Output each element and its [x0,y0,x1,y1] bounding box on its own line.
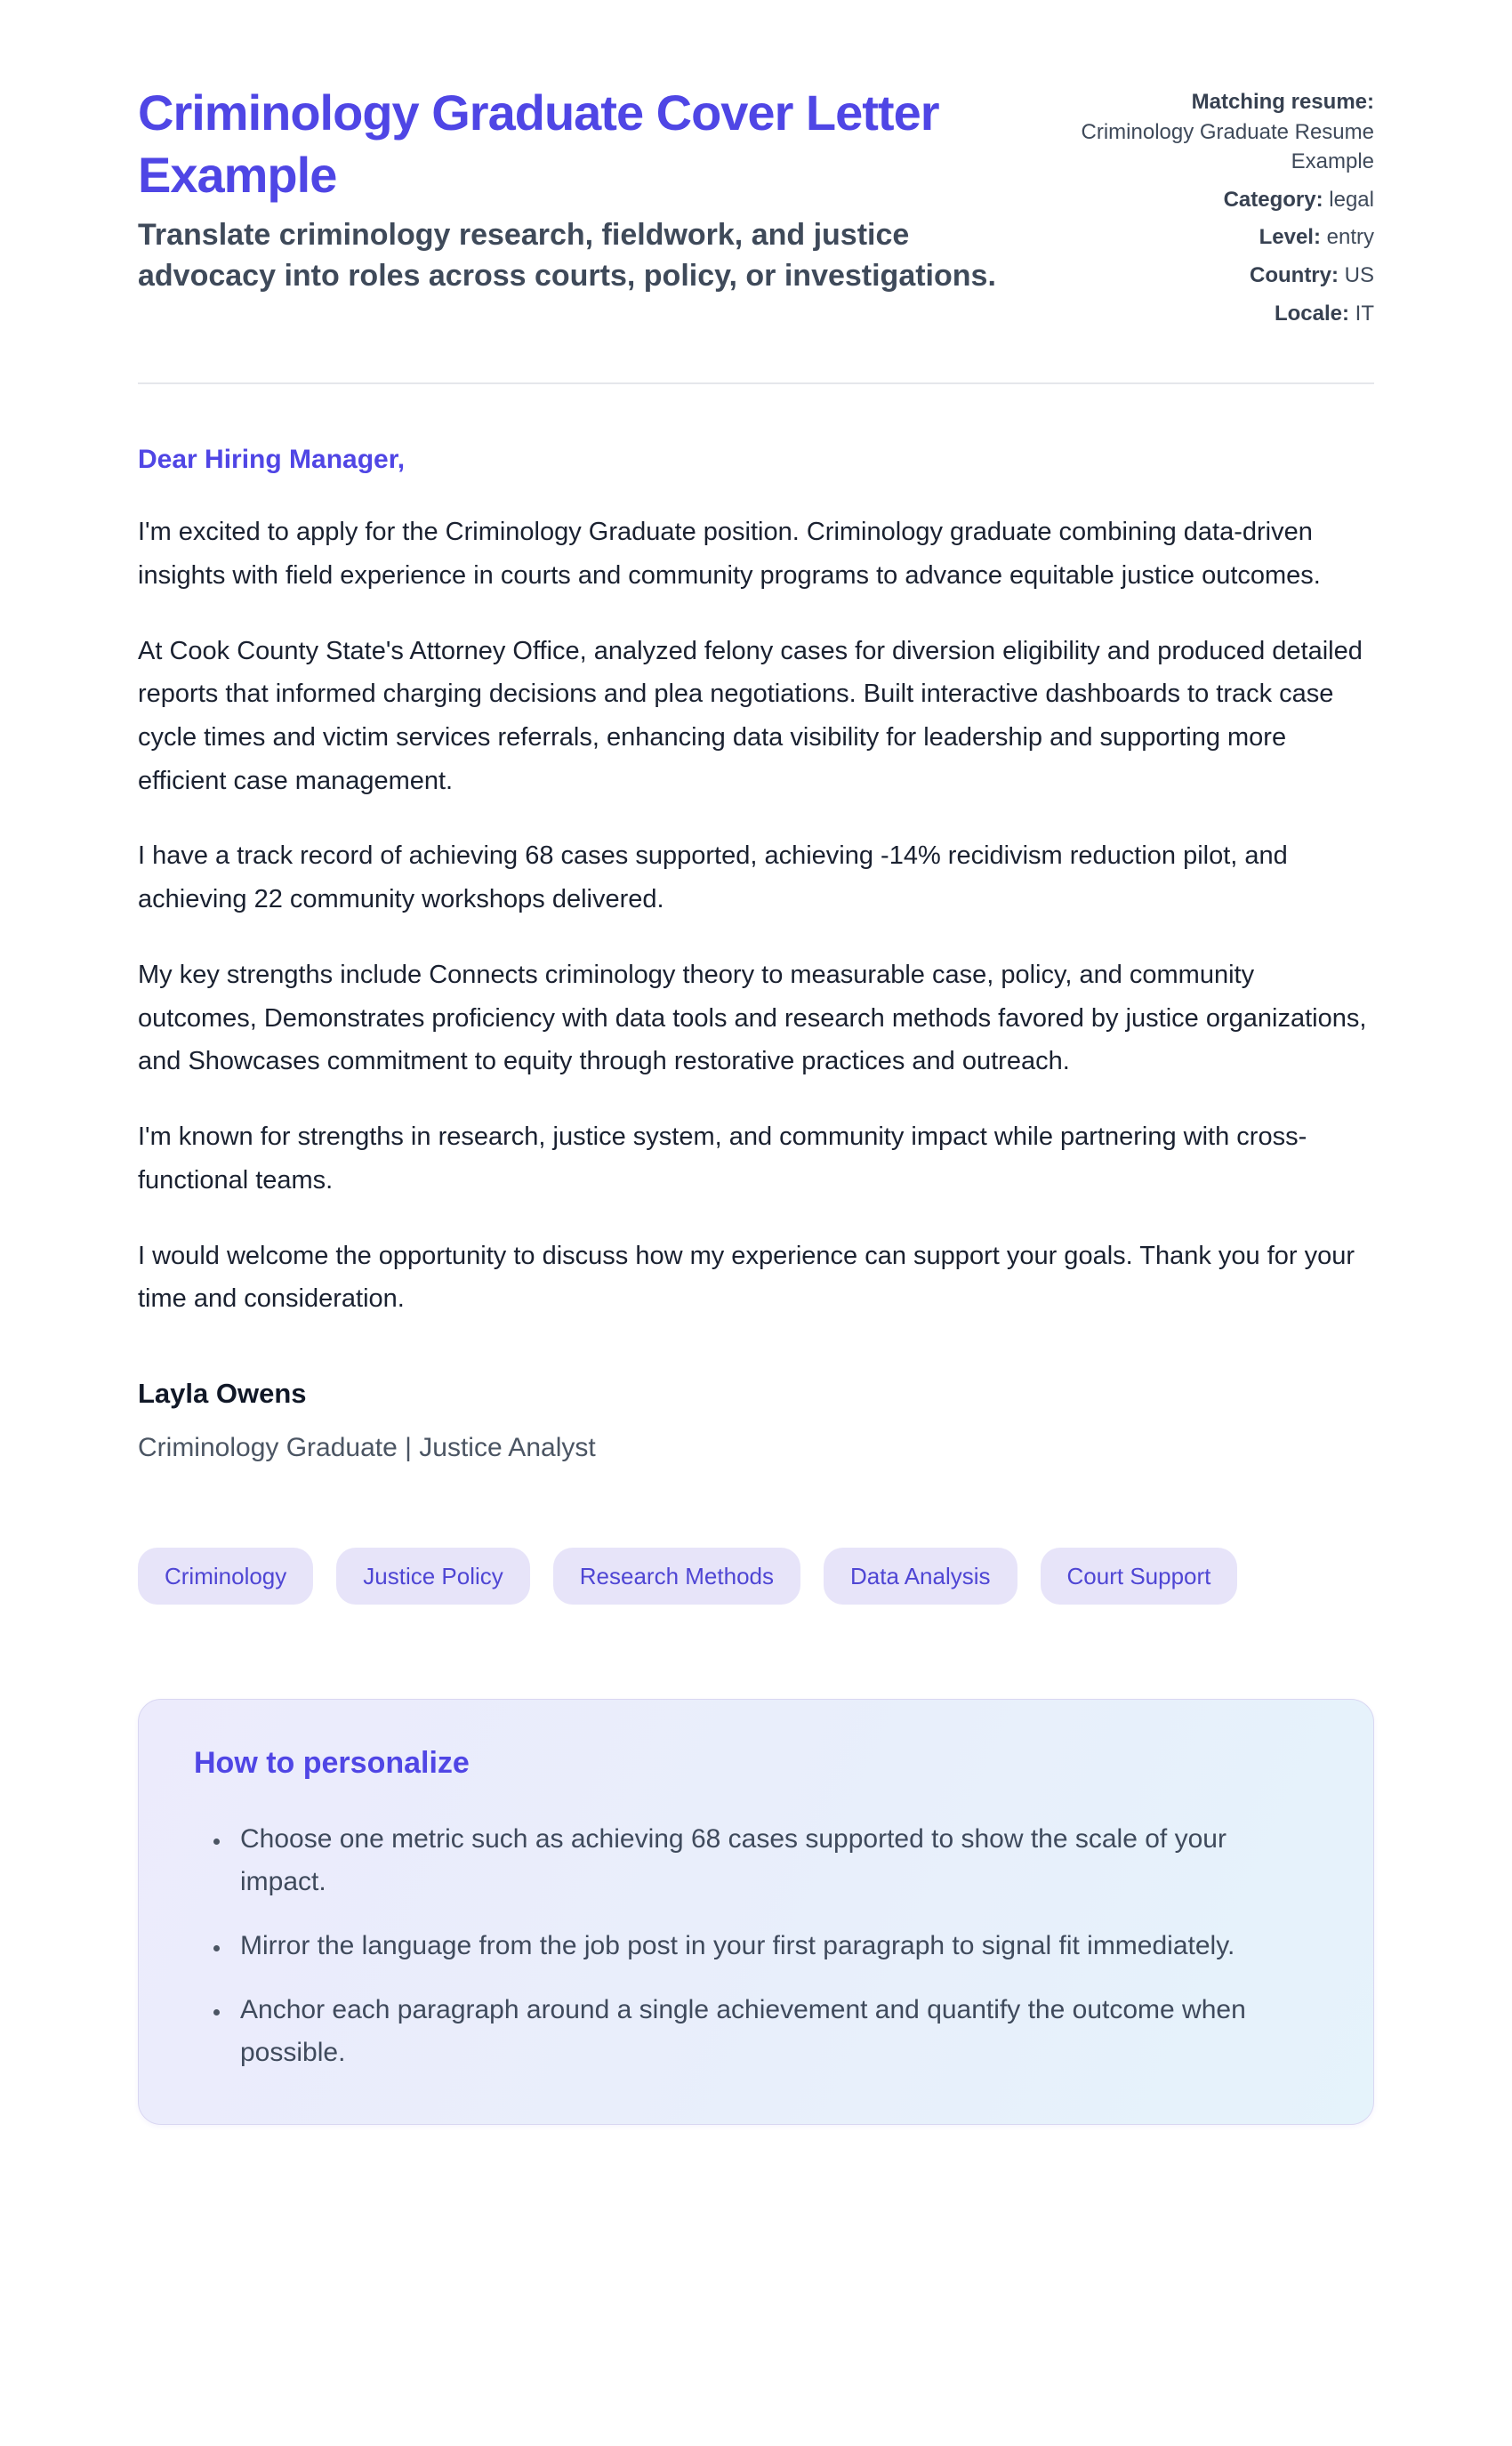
tag-court-support: Court Support [1041,1548,1238,1605]
letter-greeting: Dear Hiring Manager, [138,445,406,475]
meta-category-value: legal [1329,187,1374,212]
meta-locale-value: IT [1355,301,1374,326]
page-header [138,82,1374,336]
meta-country [1081,261,1374,291]
skill-tags [138,1548,1374,1605]
header-divider [138,382,1374,384]
meta-country-label: Country: [1250,262,1339,287]
meta-category [1081,185,1374,215]
resume-meta-panel [1081,82,1374,336]
personalize-tip: • Anchor each paragraph around a single achievement and quantify the outcome when possible. [231,1989,1318,2074]
personalize-tip: • Mirror the language from the job post in your first paragraph to signal fit immediately. [231,1925,1318,1967]
meta-level-label: Level: [1259,225,1321,250]
tag-criminology: Criminology [138,1548,313,1605]
personalize-tip: • Choose one metric such as achieving 68 cases supported to show the scale of your impact. [231,1818,1318,1903]
meta-level-value: entry [1326,225,1374,250]
cover-letter-body [138,445,1374,1463]
tag-justice-policy: Justice Policy [336,1548,530,1605]
personalize-heading: How to personalize [194,1745,470,1780]
meta-level [1081,222,1374,253]
header-title-block [138,82,1081,297]
meta-category-label: Category: [1223,187,1323,212]
meta-country-value: US [1344,262,1374,287]
tag-research-methods: Research Methods [553,1548,800,1605]
letter-paragraph: My key strengths include Connects criminology theory to measurable case, policy, and community outcomes, Demonstrates proficiency with data tools and research methods favored by justice organizations, and Showcases commitment to equity through restorative practices and outreach. [138,960,1367,1076]
tag-data-analysis: Data Analysis [824,1548,1017,1605]
signature-role: Criminology Graduate | Justice Analyst [138,1432,596,1462]
page-subtitle: Translate criminology research, fieldwork, and justice advocacy into roles across courts, policy, or investigations. [138,218,996,293]
meta-matching-label: Matching resume: [1191,90,1374,114]
signature-block [138,1378,1374,1463]
letter-paragraph: At Cook County State's Attorney Office, analyzed felony cases for diversion eligibility and produced detailed reports that informed charging decisions and plea negotiations. Built interactive dashboards to track case cycle times and victim services referrals, enhancing data visibility for leadership and supporting more efficient case management. [138,636,1363,795]
page-title: Criminology Graduate Cover Letter Example [138,84,939,203]
letter-paragraph: I'm known for strengths in research, justice system, and community impact while partnering with cross-functional teams. [138,1122,1307,1195]
meta-matching-resume [1081,87,1374,177]
meta-locale [1081,299,1374,329]
meta-matching-value: Criminology Graduate Resume Example [1081,119,1374,174]
personalize-tips-list [194,1818,1318,2074]
personalize-tips-box [138,1699,1374,2125]
meta-locale-label: Locale: [1274,301,1349,326]
letter-paragraph: I'm excited to apply for the Criminology Graduate position. Criminology graduate combining data-driven insights with field experience in courts and community programs to advance equitable justice outcomes. [138,518,1321,590]
signature-name: Layla Owens [138,1377,307,1409]
letter-paragraph: I have a track record of achieving 68 cases supported, achieving -14% recidivism reduction pilot, and achieving 22 community workshops delivered. [138,841,1288,914]
cover-letter-page [138,0,1374,2214]
letter-paragraph: I would welcome the opportunity to discuss how my experience can support your goals. Thank you for your time and consideration. [138,1241,1355,1314]
